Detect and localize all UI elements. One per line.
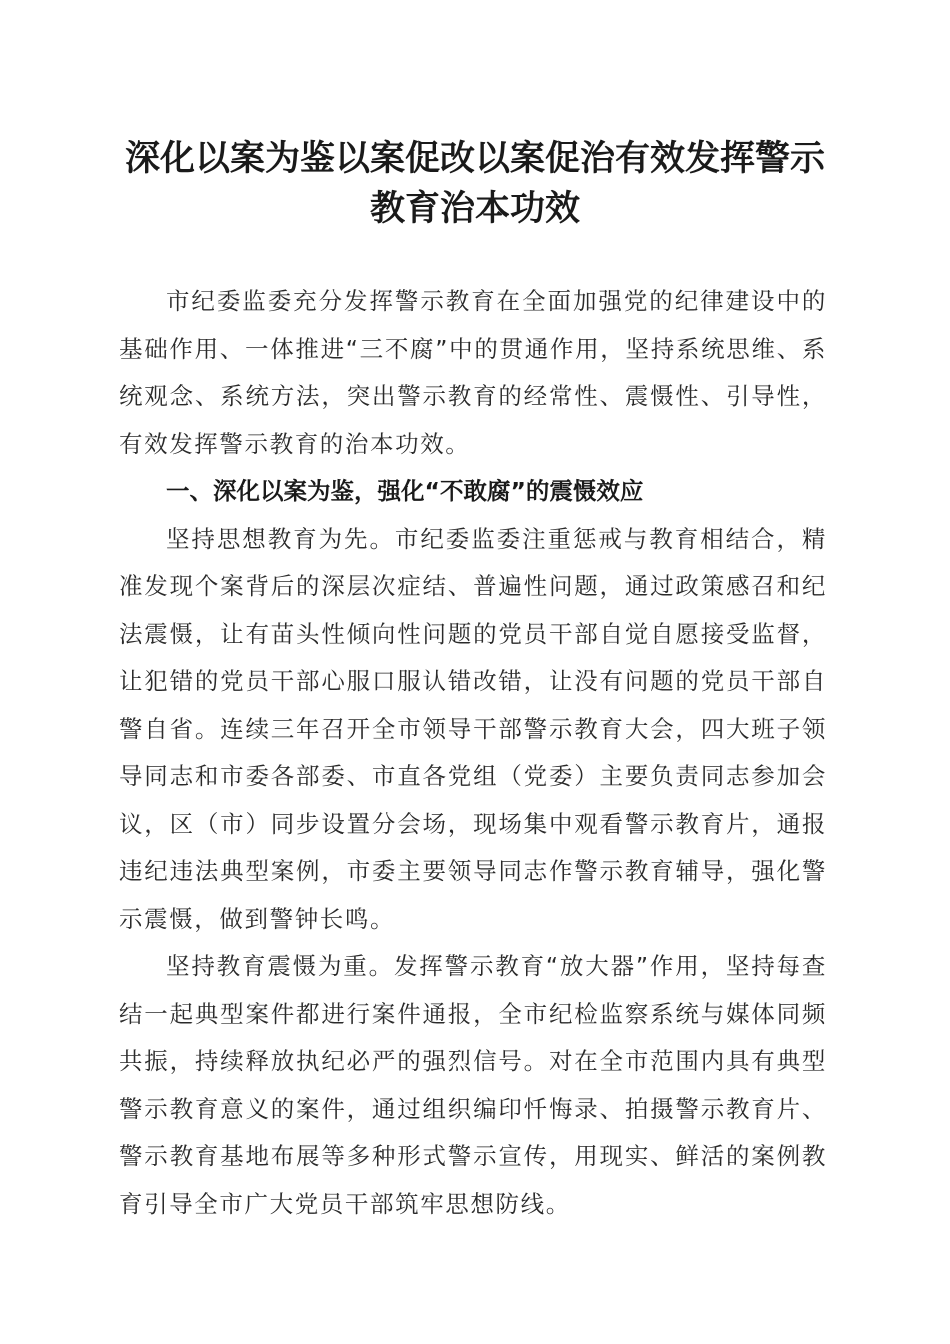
intro-paragraph: 市纪委监委充分发挥警示教育在全面加强党的纪律建设中的基础作用、一体推进“三不腐”中的贯通作用，坚持系统思维、系统观念、系统方法，突出警示教育的经常性、震慑性、引导性，有效发挥警示教育的治本功效。 — [119, 287, 827, 458]
body-paragraph: 坚持思想教育为先。市纪委监委注重惩戒与教育相结合，精准发现个案背后的深层次症结、普遍性问题，通过政策感召和纪法震慑，让有苗头性倾向性问题的党员干部自觉自愿接受监督，让犯错的党员干部心服口服认错改错，让没有问题的党员干部自警自省。连续三年召开全市领导干部警示教育大会，四大班子领导同志和市委各部委、市直各党组（党委）主要负责同志参加会议，区（市）同步设置分会场，现场集中观看警示教育片，通报违纪违法典型案例，市委主要领导同志作警示教育辅导，强化警示震慑，做到警钟长鸣。 — [119, 524, 827, 933]
document-title: 深化以案为鉴以案促改以案促治有效发挥警示教育治本功效 — [124, 138, 825, 229]
document-body — [119, 278, 827, 1228]
body-paragraph: 坚持教育震慑为重。发挥警示教育“放大器”作用，坚持每查结一起典型案件都进行案件通报，全市纪检监察系统与媒体同频共振，持续释放执纪必严的强烈信号。对在全市范围内具有典型警示教育意义的案件，通过组织编印忏悔录、拍摄警示教育片、警示教育基地布展等多种形式警示宣传，用现实、鲜活的案例教育引导全市广大党员干部筑牢思想防线。 — [119, 952, 827, 1218]
section-heading: 一、深化以案为鉴，强化“不敢腐”的震慑效应 — [166, 477, 644, 505]
